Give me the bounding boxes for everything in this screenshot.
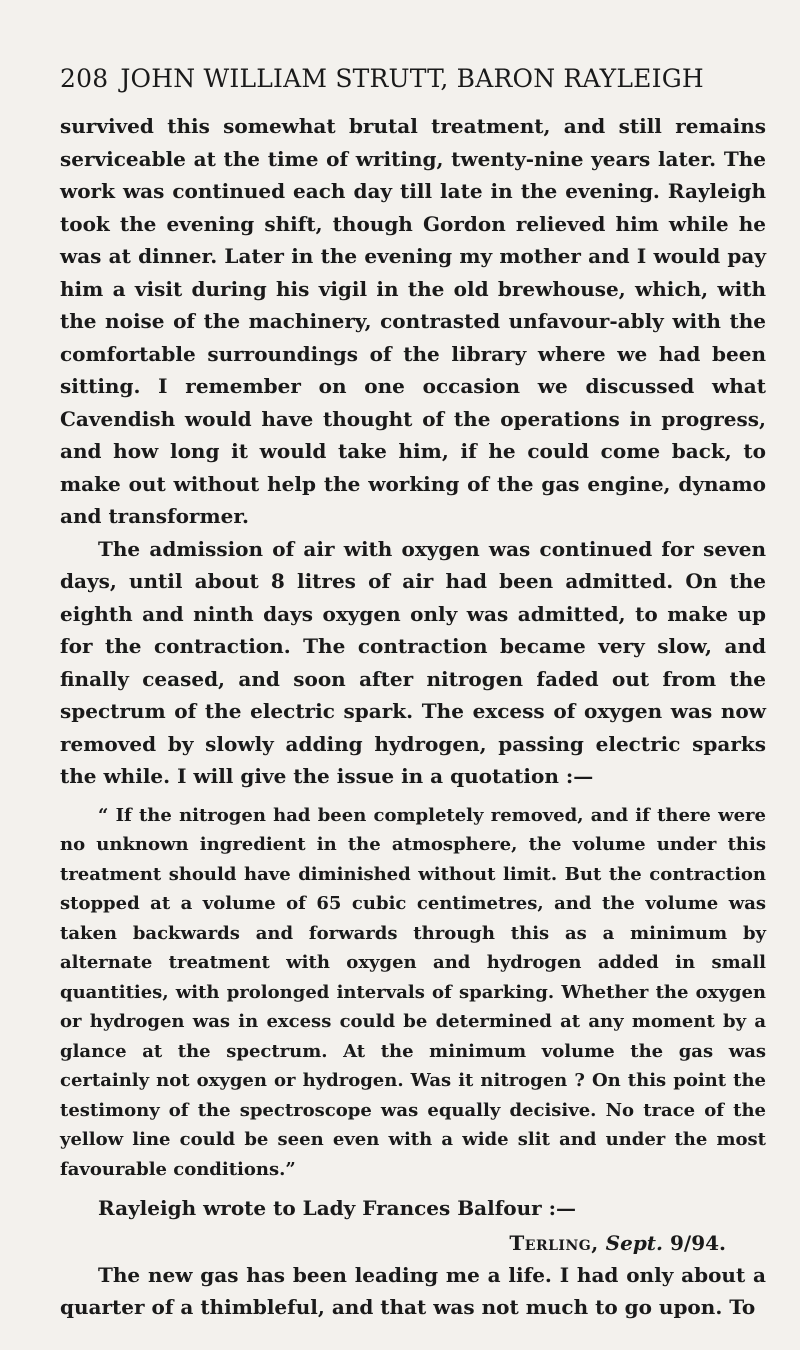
letter-dateline (60, 1227, 766, 1259)
letter-body: The new gas has been leading me a life. I had only about a quarter of a thimbleful, and that was not much to go upon. To (60, 1262, 766, 1319)
body-text (60, 110, 766, 1323)
running-title: JOHN WILLIAM STRUTT, BARON RAYLEIGH (120, 64, 704, 93)
letter-date: 9/94. (669, 1230, 726, 1255)
paragraph-letter-intro: Rayleigh wrote to Lady Frances Balfour :— (98, 1196, 577, 1220)
page-number: 208 (60, 64, 109, 93)
block-quotation: “ If the nitrogen had been completely removed, and if there were no unknown ingredient in the atmosphere, the volume under this treatment should have diminished without limit. But the contraction stopped at a volume of 65 cubic centimetres, and the volume was taken backwards and forwards through this as a minimum by alternate treatment with oxygen and hydrogen added in small quantities, with prolonged intervals of sparking. Whether the oxygen or hydrogen was in excess could be determined at any moment by a glance at the spectrum. At the minimum volume the gas was certainly not oxygen or hydrogen. Was it nitrogen ? On this point the testimony of the spectroscope was equally decisive. No trace of the yellow line could be seen even with a wide slit and under the most favourable conditions.” (60, 804, 766, 1180)
running-header (60, 64, 704, 93)
letter-place: Terling, (509, 1230, 599, 1255)
paragraph-continued: survived this somewhat brutal treatment, and still remains serviceable at the time of writing, twenty-nine years later. The work was continued each day till late in the evening. Rayleigh took the evening shift, though Gordon relieved him while he was at dinner. Later in the evening my mother and I would pay him a visit during his vigil in the old brewhouse, which, with the noise of the machinery, contrasted unfavour-ably with the comfortable surroundings of the library where we had been sitting. I remember on one occasion we discussed what Cavendish would have thought of the operations in progress, and how long it would take him, if he could come back, to make out without help the working of the gas engine, dynamo and transformer. (60, 114, 766, 528)
letter-month: Sept. (605, 1230, 664, 1255)
paragraph-admission: The admission of air with oxygen was continued for seven days, until about 8 litres of air had been admitted. On the eighth and ninth days oxygen only was admitted, to make up for the contraction. The contraction became very slow, and finally ceased, and soon after nitrogen faded out from the spectrum of the electric spark. The excess of oxygen was now removed by slowly adding hydrogen, passing electric sparks the while. I will give the issue in a quotation :— (60, 536, 766, 788)
